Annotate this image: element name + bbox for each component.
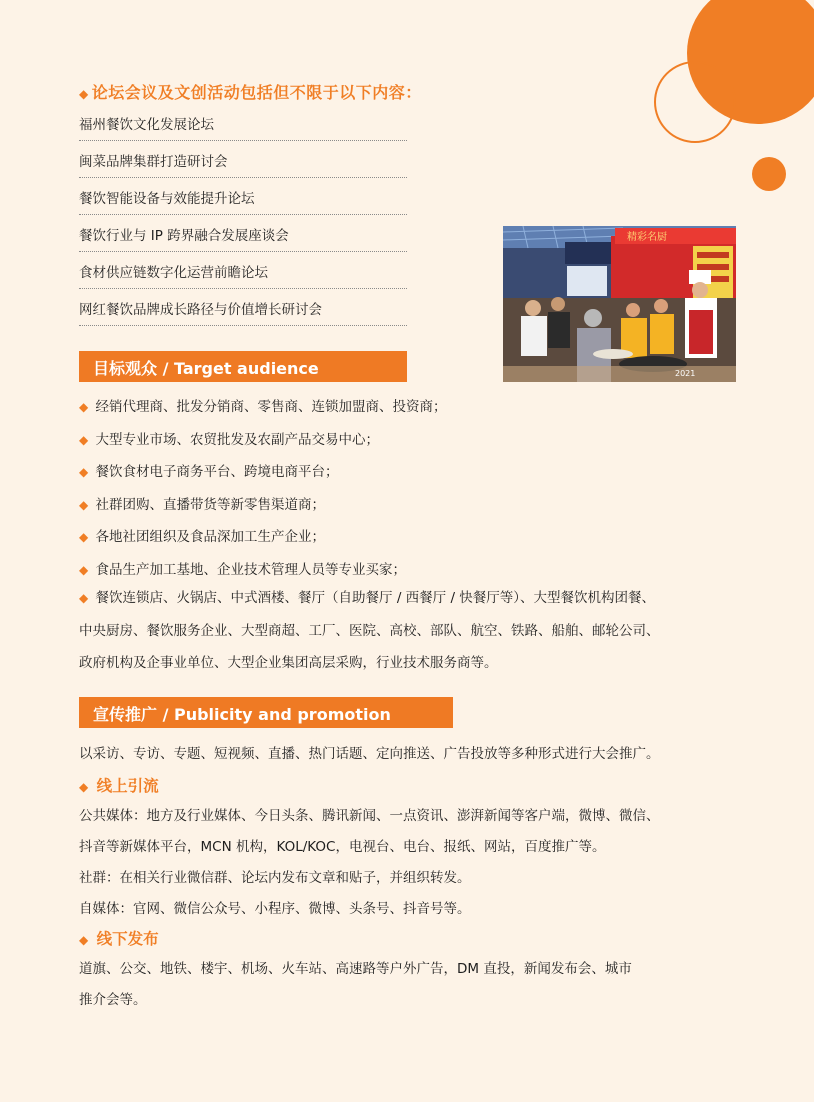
online-line: 抖音等新媒体平台，MCN 机构，KOL/KOC，电视台、电台、报纸、网站，百度推广等。: [79, 839, 606, 855]
audience-text: 食品生产加工基地、企业技术管理人员等专业买家；: [95, 561, 407, 578]
diamond-bullet-icon: ◆: [79, 497, 89, 512]
list-item: [79, 428, 749, 461]
audience-text: 经销代理商、批发分销商、零售商、连锁加盟商、投资商；: [95, 399, 447, 415]
online-line: 公共媒体：地方及行业媒体、今日头条、腾讯新闻、一点资讯、澎湃新闻等客户端，微博、微信、: [79, 808, 660, 824]
audience-text: 社群团购、直播带货等新零售渠道商；: [95, 496, 326, 513]
diamond-bullet-icon: ◆: [79, 400, 89, 414]
forum-item: 餐饮智能设备与效能提升论坛: [79, 178, 407, 215]
forum-item: 福州餐饮文化发展论坛: [79, 104, 407, 141]
audience-text: 大型专业市场、农贸批发及农副产品交易中心；: [95, 431, 380, 448]
forums-heading: [79, 80, 422, 103]
forum-item: 闽菜品牌集群打造研讨会: [79, 141, 407, 178]
event-photo: [503, 226, 736, 382]
diamond-bullet-icon: ◆: [79, 432, 89, 447]
online-line: 自媒体：官网、微信公众号、小程序、微博、头条号、抖音号等。: [79, 901, 471, 917]
audience-line: 中央厨房、餐饮服务企业、大型商超、工厂、医院、高校、部队、航空、铁路、船舶、邮轮公司、: [79, 622, 660, 639]
forum-item: 网红餐饮品牌成长路径与价值增长研讨会: [79, 289, 407, 326]
forum-list: [79, 104, 407, 326]
decorative-circle-ring: [654, 61, 736, 143]
audience-line: 政府机构及企事业单位、大型企业集团高层采购，行业技术服务商等。: [79, 655, 498, 671]
audience-list: [79, 395, 749, 680]
list-item: [79, 493, 749, 526]
list-item: [79, 582, 749, 680]
diamond-bullet-icon: ◆: [79, 933, 89, 947]
online-title: 线上引流: [96, 777, 159, 795]
diamond-bullet-icon: ◆: [79, 562, 89, 577]
diamond-bullet-icon: ◆: [79, 780, 89, 794]
online-heading: [79, 774, 749, 804]
online-line: 社群：在相关行业微信群、论坛内发布文章和贴子，并组织转发。: [79, 870, 471, 886]
promotion-section: [79, 742, 749, 1019]
list-item: [79, 460, 749, 493]
audience-text: 餐饮食材电子商务平台、跨境电商平台；: [95, 464, 339, 480]
diamond-bullet-icon: ◆: [79, 591, 89, 605]
list-item: [79, 395, 749, 428]
audience-text: 各地社团组织及食品深加工生产企业；: [95, 529, 326, 545]
forum-item: 餐饮行业与 IP 跨界融合发展座谈会: [79, 215, 407, 252]
forum-item: 食材供应链数字化运营前瞻论坛: [79, 252, 407, 289]
audience-line: [79, 582, 749, 615]
offline-line: 推介会等。: [79, 992, 147, 1008]
photo-sign-text: 精彩名厨: [627, 232, 667, 243]
diamond-bullet-icon: ◆: [79, 465, 89, 479]
photo-watermark: 2021: [675, 369, 696, 378]
promotion-heading: 宣传推广 / Publicity and promotion: [79, 697, 453, 728]
promotion-intro: 以采访、专访、专题、短视频、直播、热门话题、定向推送、广告投放等多种形式进行大会推广。: [79, 746, 660, 762]
list-item: [79, 525, 749, 558]
offline-line: 道旗、公交、地铁、楼宇、机场、火车站、高速路等户外广告，DM 直投，新闻发布会、城市: [79, 961, 632, 977]
diamond-bullet-icon: ◆: [79, 87, 89, 101]
decorative-circle-small: [752, 157, 786, 191]
target-audience-heading: 目标观众 / Target audience: [79, 351, 407, 382]
diamond-bullet-icon: ◆: [79, 530, 89, 544]
offline-heading: [79, 927, 749, 957]
audience-text: 餐饮连锁店、火锅店、中式酒楼、餐厅（自助餐厅 / 西餐厅 / 快餐厅等）、大型餐饮机构团餐、: [95, 590, 656, 606]
offline-title: 线下发布: [96, 930, 159, 948]
forums-title: 论坛会议及文创活动包括但不限于以下内容：: [91, 83, 422, 102]
